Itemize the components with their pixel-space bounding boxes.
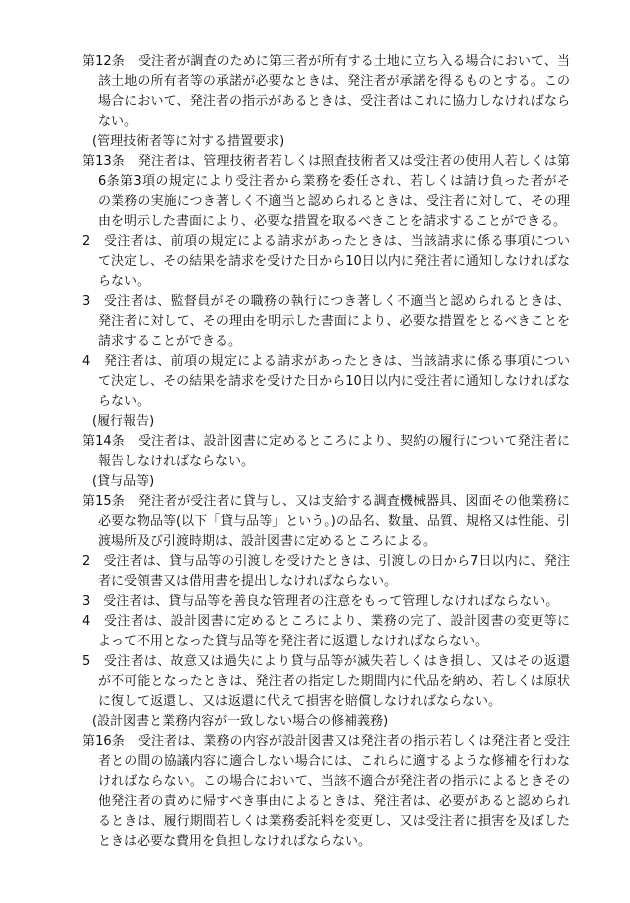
article-15-para-5: 5 受注者は、故意又は過失により貸与品等が滅失若しくはき損し、又はその返還が不可能となったときは、発注者の指定した期間内に代品を納め、若しくは原状に復して返還し、又は返還に代えて損害を賠償しなければならない。: [82, 654, 570, 709]
article-15: 第15条 発注者が受注者に貸与し、又は支給する調査機械器具、図面その他業務に必要な物品等(以下「貸与品等」という。)の品名、数量、品質、規格又は性能、引渡場所及び引渡時期は、設計図書に定めるところによる。: [82, 494, 570, 549]
document-page: [82, 52, 570, 852]
article-14: 第14条 受注者は、設計図書に定めるところにより、契約の履行について発注者に報告しなければならない。: [82, 434, 570, 469]
article-13-para-2: 2 受注者は、前項の規定による請求があったときは、当該請求に係る事項について決定し、その結果を請求を受けた日から10日以内に発注者に通知しなければならない。: [82, 234, 570, 289]
article-15-para-3: 3 受注者は、貸与品等を善良な管理者の注意をもって管理しなければならない。: [82, 594, 559, 609]
article-15-para-4: 4 受注者は、設計図書に定めるところにより、業務の完了、設計図書の変更等によって不用となった貸与品等を発注者に返還しなければならない。: [82, 614, 570, 649]
heading-loaned-items: (貸与品等): [92, 474, 155, 489]
heading-performance-report: (履行報告): [92, 414, 155, 429]
article-16: 第16条 受注者は、業務の内容が設計図書又は発注者の指示若しくは発注者と受注者との間の協議内容に適合しない場合には、これらに適するような修補を行わなければならない。この場合において、当該不適合が発注者の指示によるときその他発注者の責めに帰すべき事由によるときは、発注者は、必要があると認められるときは、履行期間若しくは業務委託料を変更し、又は受注者に損害を及ぼしたときは必要な費用を負担しなければならない。: [82, 734, 570, 849]
article-13-para-4: 4 発注者は、前項の規定による請求があったときは、当該請求に係る事項について決定し、その結果を請求を受けた日から10日以内に受注者に通知しなければならない。: [82, 354, 570, 409]
heading-management-engineer-measures: (管理技術者等に対する措置要求): [92, 134, 285, 149]
article-12: 第12条 受注者が調査のために第三者が所有する土地に立ち入る場合において、当該土地の所有者等の承諾が必要なときは、発注者が承諾を得るものとする。この場合において、発注者の指示があるときは、受注者はこれに協力しなければならない。: [82, 54, 570, 129]
heading-repair-obligation: (設計図書と業務内容が一致しない場合の修補義務): [92, 714, 389, 729]
article-13: 第13条 発注者は、管理技術者若しくは照査技術者又は受注者の使用人若しくは第6条第3項の規定により受注者から業務を委任され、若しくは請け負った者がその業務の実施につき著しく不適当と認められるときは、受注者に対して、その理由を明示した書面により、必要な措置を取るべきことを請求することができる。: [82, 154, 570, 229]
article-13-para-3: 3 受注者は、監督員がその職務の執行につき著しく不適当と認められるときは、発注者に対して、その理由を明示した書面により、必要な措置をとるべきことを請求することができる。: [82, 294, 570, 349]
article-15-para-2: 2 受注者は、貸与品等の引渡しを受けたときは、引渡しの日から7日以内に、発注者に受領書又は借用書を提出しなければならない。: [82, 554, 570, 589]
